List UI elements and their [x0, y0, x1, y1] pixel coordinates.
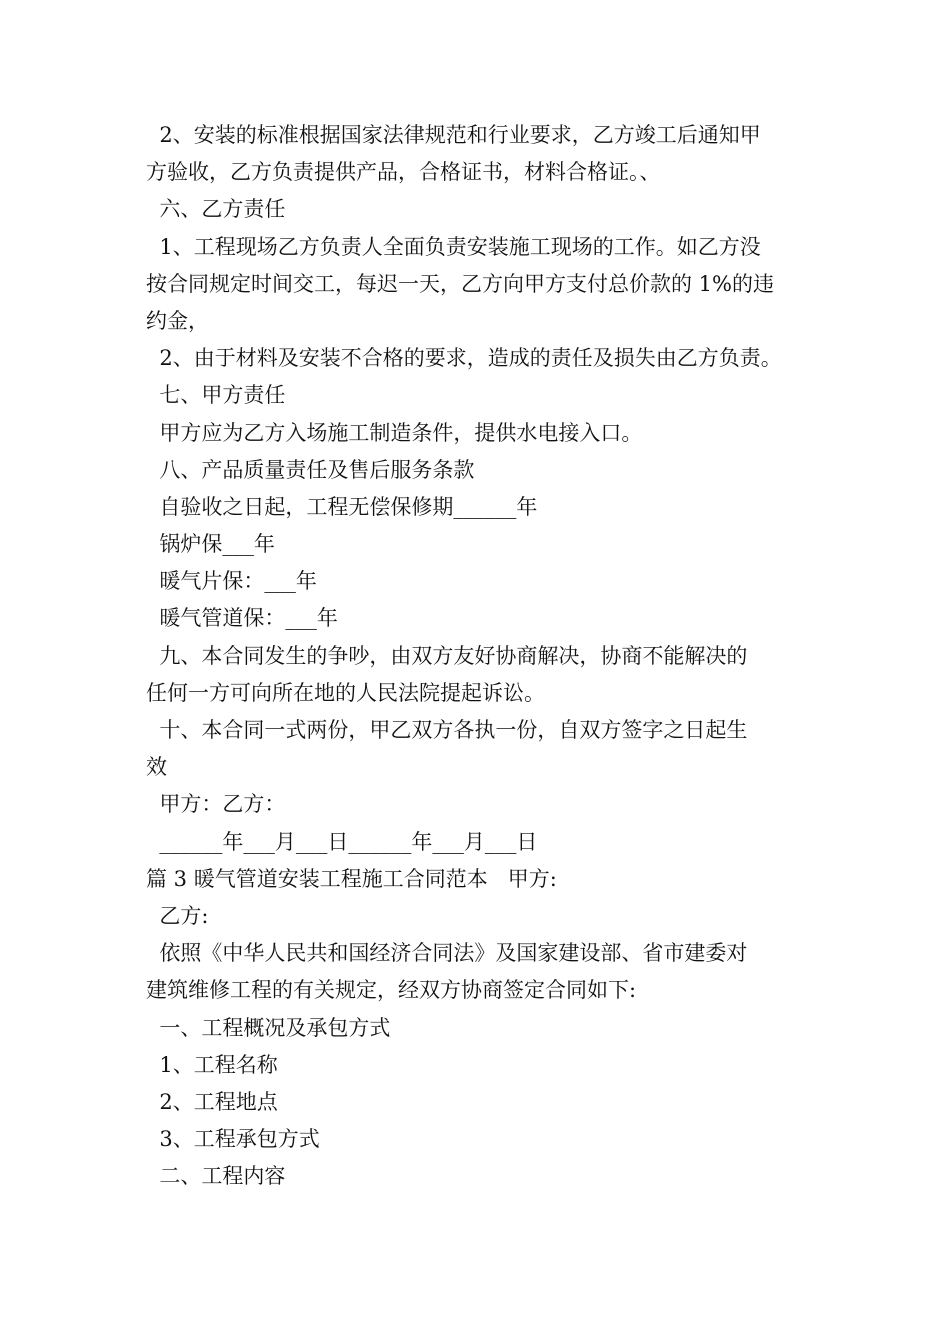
section-heading: 二、工程内容 — [146, 1164, 286, 1189]
text-line: 任何一方可向所在地的人民法院提起诉讼。 — [146, 680, 545, 705]
document-body — [146, 117, 826, 1195]
text-line: 方验收，乙方负责提供产品，合格证书，材料合格证。、 — [146, 160, 661, 185]
section-heading: 六、乙方责任 — [146, 197, 286, 222]
text-line: 建筑维修工程的有关规定，经双方协商签定合同如下: — [146, 978, 637, 1003]
text-line: 3、工程承包方式 — [146, 1127, 320, 1152]
contract-title: 篇 3 暖气管道安装工程施工合同范本 甲方: — [146, 866, 557, 891]
text-line: 1、工程名称 — [146, 1052, 278, 1077]
date-line: ______年___月___日______年___月___日 — [146, 829, 538, 854]
section-heading: 七、甲方责任 — [146, 383, 286, 408]
text-line: 十、本合同一式两份，甲乙双方各执一份，自双方签字之日起生 — [146, 718, 748, 742]
text-line: 自验收之日起，工程无偿保修期______年 — [146, 494, 538, 519]
text-line: 约金， — [146, 308, 209, 333]
text-line: 按合同规定时间交工，每迟一天，乙方向甲方支付总价款的 1%的违 — [146, 271, 774, 296]
text-line: 2、由于材料及安装不合格的要求，造成的责任及损失由乙方负责。 — [146, 346, 782, 371]
text-line: 乙方: — [146, 903, 209, 928]
section-heading: 八、产品质量责任及售后服务条款 — [146, 457, 475, 482]
text-line: 依照《中华人民共和国经济合同法》及国家建设部、省市建委对 — [146, 941, 748, 966]
text-line: 暖气片保：___年 — [146, 569, 317, 594]
section-heading: 一、工程概况及承包方式 — [146, 1015, 391, 1040]
text-line: 2、工程地点 — [146, 1089, 278, 1114]
text-line: 锅炉保___年 — [146, 532, 275, 557]
text-line: 甲方应为乙方入场施工制造条件，提供水电接入口。 — [146, 420, 643, 445]
text-line: 2、安装的标准根据国家法律规范和行业要求，乙方竣工后通知甲 — [146, 123, 761, 147]
text-line: 1、工程现场乙方负责人全面负责安装施工现场的工作。如乙方没 — [146, 234, 761, 259]
signature-line: 甲方：乙方： — [146, 792, 286, 817]
text-line: 效 — [146, 755, 167, 780]
text-line: 暖气管道保：___年 — [146, 606, 338, 631]
text-line: 九、本合同发生的争吵，由双方友好协商解决，协商不能解决的 — [146, 643, 748, 668]
